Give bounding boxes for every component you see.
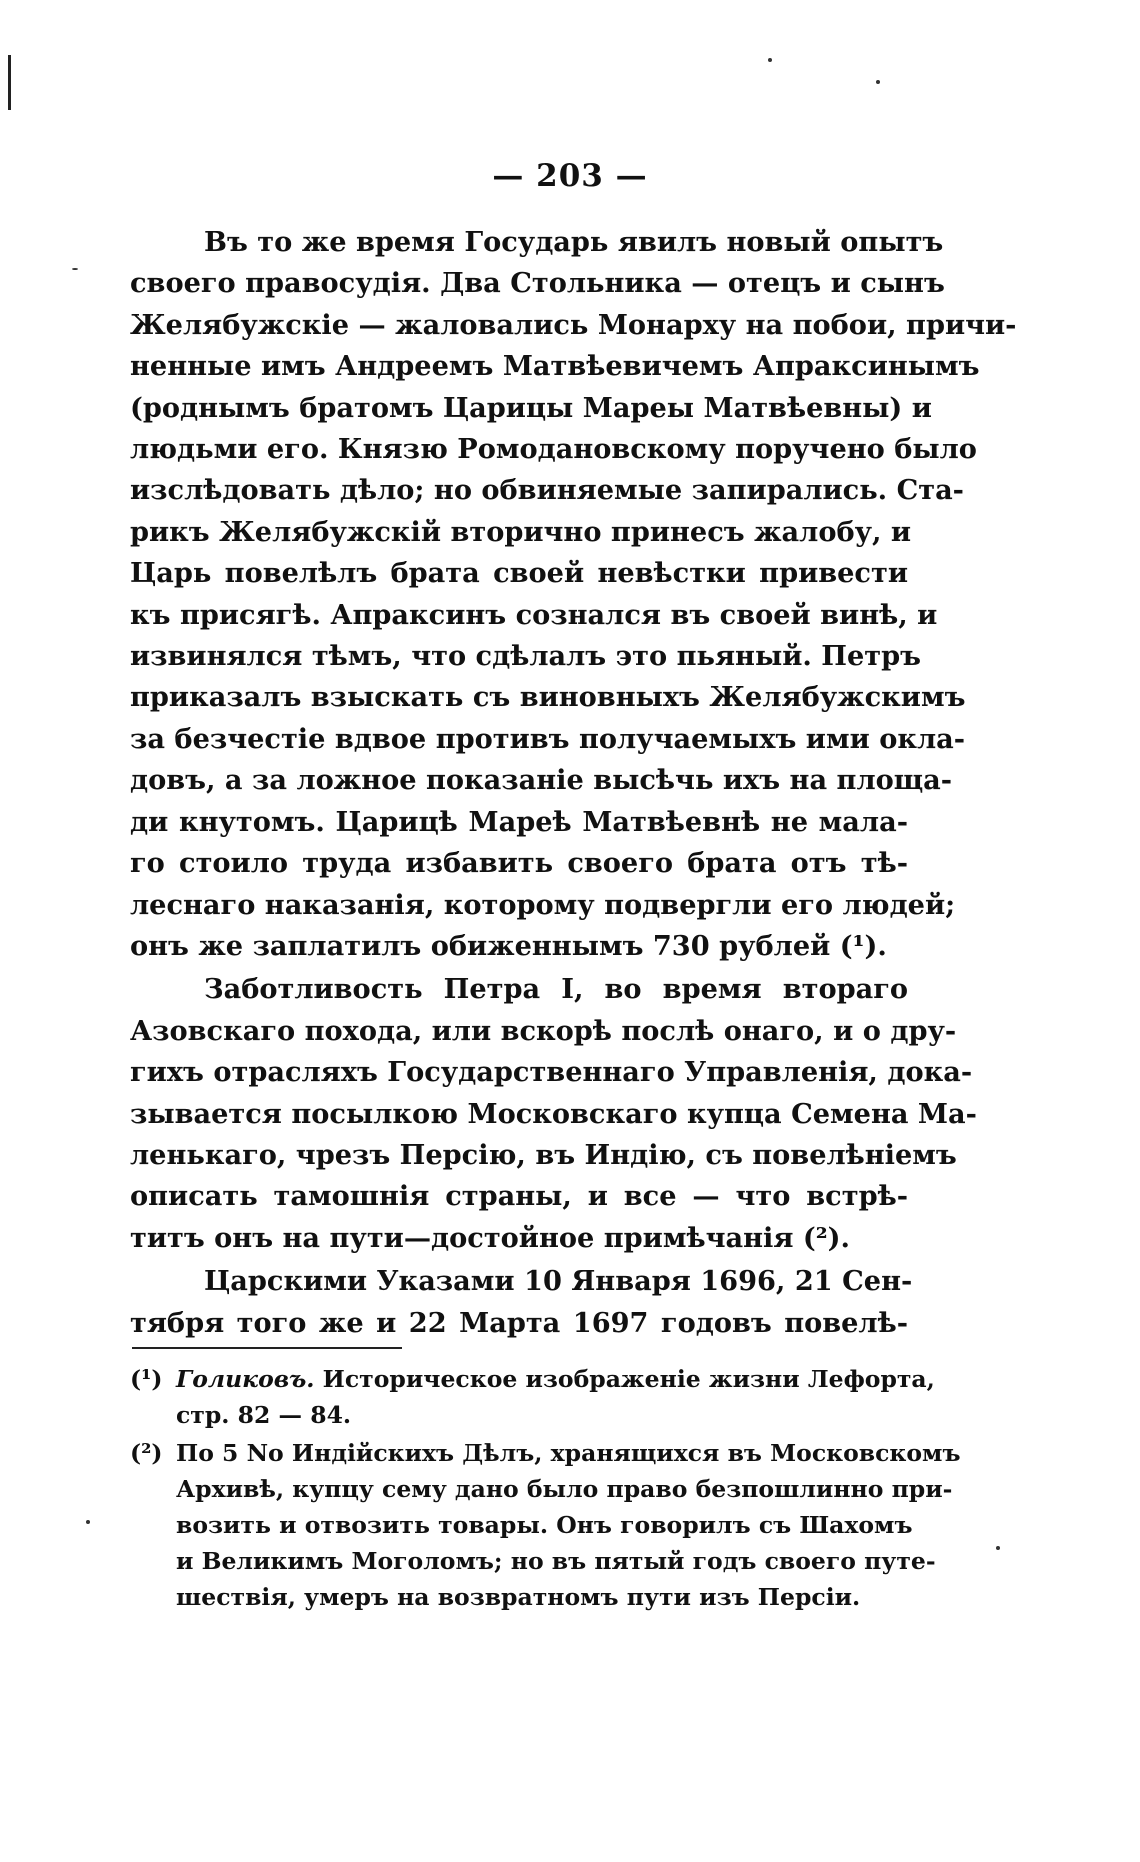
- footnote-text: По 5 No Индійскихъ Дѣлъ, хранящихся въ Московскомъ: [176, 1439, 961, 1467]
- ink-speck: [86, 1520, 90, 1524]
- footnote-separator: [132, 1347, 402, 1349]
- footnote-1: [130, 1361, 935, 1433]
- text-line: довъ, а за ложное показаніе высѣчь ихъ на площа-: [130, 764, 953, 797]
- ink-speck: [72, 268, 78, 270]
- paragraph-3: [130, 1261, 913, 1344]
- text-line: къ присягѣ. Апраксинъ сознался въ своей винѣ, и: [130, 598, 938, 631]
- text-line: Азовскаго похода, или вскорѣ послѣ онаго, и о дру-: [130, 1014, 957, 1047]
- page-edge-mark: [8, 55, 11, 110]
- footnote-marker: (²): [130, 1439, 163, 1467]
- text-line: изслѣдовать дѣло; но обвиняемые запирались. Ста-: [130, 474, 964, 507]
- ink-speck: [768, 58, 772, 62]
- text-line: извинялся тѣмъ, что сдѣлалъ это пьяный. Петръ: [130, 640, 921, 673]
- paragraph-1: [130, 222, 1017, 967]
- footnote-text: возить и отвозить товары. Онъ говорилъ съ Шахомъ: [176, 1511, 913, 1539]
- ink-speck: [876, 80, 880, 84]
- paragraph-2: [130, 969, 977, 1259]
- text-line: приказалъ взыскать съ виновныхъ Желябужскимъ: [130, 681, 966, 714]
- text-line: леснаго наказанія, которому подвергли его людей;: [130, 888, 956, 921]
- text-line: зывается посылкою Московскаго купца Семена Ма-: [130, 1097, 977, 1130]
- body-text: [130, 222, 1017, 1344]
- text-line: ненные имъ Андреемъ Матвѣевичемъ Апраксинымъ: [130, 350, 980, 383]
- text-line: титъ онъ на пути—достойное примѣчанія (²).: [130, 1221, 850, 1254]
- text-line: за безчестіе вдвое противъ получаемыхъ ими окла-: [130, 722, 966, 755]
- ink-speck: [996, 1546, 1000, 1550]
- footnote-text: стр. 82 — 84.: [176, 1401, 352, 1429]
- text-line: гихъ отрасляхъ Государственнаго Управленія, дока-: [130, 1056, 973, 1089]
- text-line: ди кнутомъ. Царицѣ Мареѣ Матвѣевнѣ не мала-: [130, 805, 908, 838]
- text-line: Желябужскіе — жаловались Монарху на побои, причи-: [130, 308, 1017, 341]
- footnote-marker: (¹): [130, 1365, 163, 1393]
- text-line: (роднымъ братомъ Царицы Мареы Матвѣевны) и: [130, 391, 932, 424]
- text-line: Заботливость Петра I, во время втораго: [204, 973, 908, 1006]
- text-line: рикъ Желябужскій вторично принесъ жалобу, и: [130, 515, 912, 548]
- text-line: Въ то же время Государь явилъ новый опытъ: [204, 226, 944, 258]
- text-line: Царскими Указами 10 Января 1696, 21 Сен-: [204, 1265, 913, 1298]
- footnote-text: Историческое изображеніе жизни Лефорта,: [314, 1365, 935, 1393]
- text-line: го стоило труда избавить своего брата отъ тѣ-: [130, 847, 908, 880]
- text-line: тября того же и 22 Марта 1697 годовъ повелѣ-: [130, 1306, 908, 1339]
- text-line: Царь повелѣлъ брата своей невѣстки привести: [130, 557, 908, 590]
- footnote-text: и Великимъ Моголомъ; но въ пятый годъ своего путе-: [176, 1547, 936, 1575]
- text-line: людьми его. Князю Ромодановскому поручено было: [130, 433, 977, 466]
- page-number: — 203 —: [492, 158, 648, 194]
- footnote-text: Архивѣ, купцу сему дано было право безпошлинно при-: [176, 1475, 953, 1503]
- text-line: ленькаго, чрезъ Персію, въ Индію, съ повелѣніемъ: [130, 1138, 957, 1171]
- text-line: онъ же заплатилъ обиженнымъ 730 рублей (¹).: [130, 929, 887, 962]
- text-line: своего правосудія. Два Стольника — отецъ и сынъ: [130, 267, 945, 300]
- footnote-2: [130, 1435, 961, 1615]
- footnote-text: шествія, умеръ на возвратномъ пути изъ Персіи.: [176, 1583, 861, 1611]
- footnotes: [130, 1361, 961, 1617]
- text-line: описать тамошнія страны, и все — что встрѣ-: [130, 1180, 908, 1213]
- footnote-author: Голиковъ.: [176, 1365, 315, 1393]
